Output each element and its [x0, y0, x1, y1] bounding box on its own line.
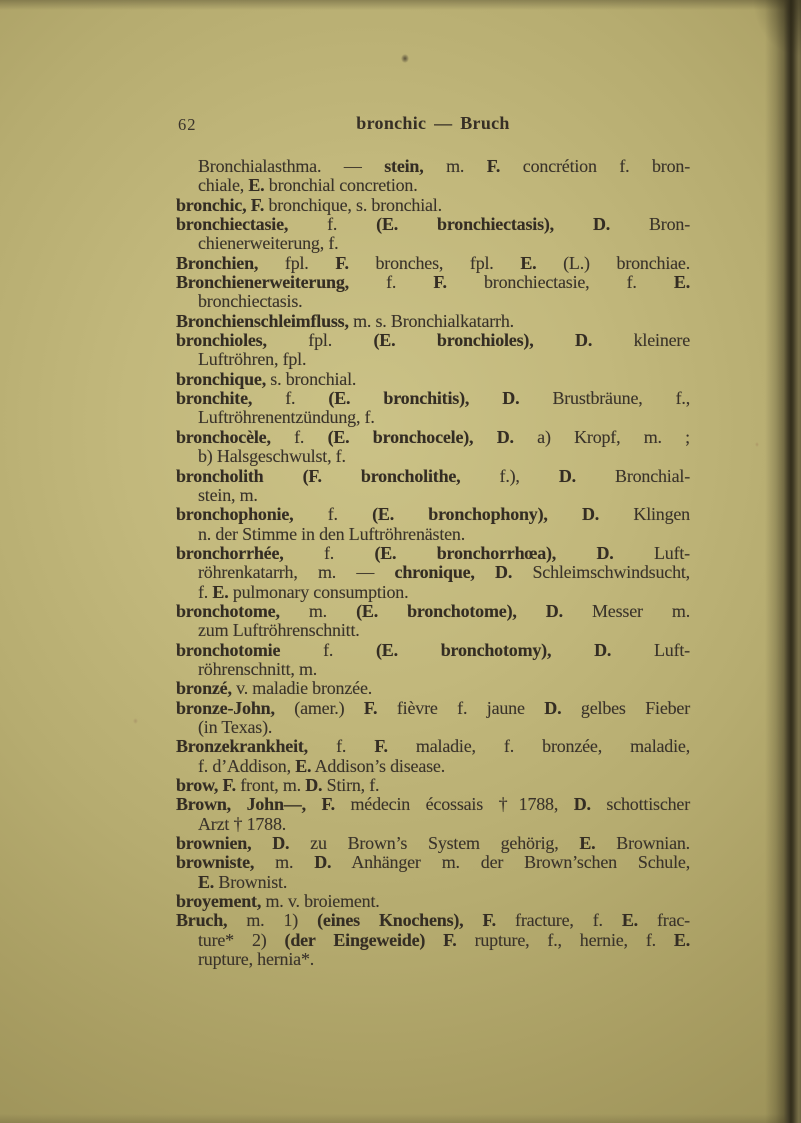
bold-text-segment: bronchophonie,	[176, 504, 294, 525]
plain-text-segment: gelbes Fieber	[561, 697, 691, 718]
plain-text-segment: fracture, f.	[495, 910, 622, 931]
dictionary-entry-line	[176, 776, 690, 795]
bold-text-segment: F.	[222, 775, 236, 795]
bold-text-segment: (E. bronchocele),	[327, 426, 474, 447]
dictionary-entry-line	[176, 215, 690, 234]
dictionary-entry-line	[176, 273, 690, 292]
bold-text-segment: D.	[558, 465, 576, 486]
bold-text-segment: E.	[579, 833, 596, 854]
bold-text-segment: broyement,	[176, 891, 262, 912]
bold-text-segment: bronchotome,	[176, 600, 280, 621]
plain-text-segment: m.	[423, 156, 487, 176]
bold-text-segment: E.	[198, 871, 215, 892]
bold-text-segment: stein,	[384, 156, 424, 176]
plain-text-segment: Schleimschwindsucht,	[512, 562, 690, 583]
plain-text-segment: f.),	[460, 465, 559, 486]
bold-text-segment: D.	[314, 852, 332, 873]
bold-text-segment: D.	[596, 542, 614, 563]
bold-text-segment: brow,	[176, 775, 219, 795]
plain-text-segment: f.	[283, 542, 375, 563]
plain-text-segment: m. v. broiement.	[261, 891, 380, 912]
dictionary-entry-line	[176, 505, 690, 524]
plain-text-segment: zum Luftröhrenschnitt.	[198, 620, 360, 641]
plain-text-segment	[554, 214, 593, 234]
plain-text-segment: ture* 2)	[198, 929, 285, 950]
dictionary-entry-line	[176, 911, 690, 930]
plain-text-segment	[463, 910, 482, 930]
plain-text-segment: front, m.	[235, 775, 306, 795]
bold-text-segment: Bruch,	[176, 910, 228, 931]
bold-text-segment: bronchic,	[176, 194, 247, 215]
bold-text-segment: F.	[433, 272, 447, 293]
plain-text-segment: schottischer	[590, 794, 690, 815]
plain-text-segment: v. maladie bronzée.	[231, 678, 373, 699]
bold-text-segment: E.	[673, 929, 690, 950]
plain-text-segment: Addison’s disease.	[311, 755, 446, 776]
dictionary-line-continuation	[198, 931, 690, 950]
bold-text-segment: F.	[321, 794, 335, 815]
bold-text-segment: (der Eingeweide)	[284, 929, 426, 950]
bold-text-segment: D.	[495, 562, 513, 583]
plain-text-segment: (amer.)	[274, 697, 364, 718]
plain-text-segment: Anhänger m. der Brown’schen Schule,	[331, 852, 690, 873]
bold-text-segment: E.	[212, 581, 229, 602]
bold-text-segment: F.	[363, 697, 378, 718]
dictionary-entry-line	[176, 834, 690, 853]
bold-text-segment: (E. bronchorrhœa),	[374, 542, 557, 563]
bold-text-segment: (E. bronchotome),	[356, 600, 517, 621]
bold-text-segment: E.	[520, 252, 537, 273]
book-edge	[765, 0, 801, 1123]
plain-text-segment	[469, 388, 502, 408]
dictionary-line-continuation	[198, 583, 690, 602]
dictionary-entry-line	[176, 370, 690, 389]
dictionary-line-continuation	[198, 350, 690, 369]
plain-text-segment: bronchiectasis.	[198, 291, 303, 312]
bold-text-segment: E.	[248, 175, 265, 196]
bold-text-segment: broncholith (F. broncholithe,	[176, 465, 461, 486]
plain-text-segment: kleinere	[592, 330, 690, 351]
plain-text-segment	[231, 794, 247, 814]
bold-text-segment: D.	[496, 426, 514, 447]
dictionary-line-continuation	[198, 621, 690, 640]
plain-text-segment: a) Kropf, m. ;	[513, 426, 690, 447]
bold-text-segment: D.	[594, 639, 612, 660]
plain-text-segment	[517, 601, 546, 621]
ink-speck	[133, 718, 138, 724]
plain-text-segment: Brownian.	[595, 833, 690, 854]
plain-text-segment: Brustbräune, f.,	[519, 388, 690, 409]
bold-text-segment: D.	[582, 504, 600, 525]
plain-text-segment	[425, 930, 443, 950]
dictionary-line-continuation	[198, 873, 690, 892]
plain-text-segment: m.	[254, 852, 315, 873]
plain-text-segment: chienerweiterung, f.	[198, 233, 339, 254]
plain-text-segment	[306, 794, 322, 814]
plain-text-segment: (in Texas).	[198, 716, 273, 737]
plain-text-segment: bronchique, s. bronchial.	[264, 194, 442, 215]
plain-text-segment: Luft-	[611, 639, 690, 660]
plain-text-segment: fpl.	[258, 252, 336, 273]
dictionary-entry-line	[176, 544, 690, 563]
dictionary-line-continuation	[198, 660, 690, 679]
plain-text-segment: Bron-	[610, 214, 690, 235]
bold-text-segment: D.	[305, 775, 323, 795]
dictionary-entry-line	[176, 679, 690, 698]
plain-text-segment: Stirn, f.	[322, 775, 380, 795]
bold-text-segment: bronzé,	[176, 678, 232, 699]
plain-text-segment: f.	[348, 272, 434, 293]
bold-text-segment: brownien,	[176, 833, 252, 854]
bold-text-segment: F.	[486, 156, 501, 176]
plain-text-segment: Messer m.	[562, 600, 690, 621]
bold-text-segment: John—,	[246, 794, 306, 815]
plain-text-segment: f.	[252, 388, 329, 409]
bold-text-segment: bronchiectasie,	[176, 214, 289, 235]
running-header: bronchic — Bruch	[356, 113, 510, 133]
dictionary-line-continuation	[198, 815, 690, 834]
plain-text-segment: pulmonary consumption.	[228, 581, 409, 602]
plain-text-segment: chiale,	[198, 175, 249, 196]
plain-text-segment	[473, 427, 496, 447]
plain-text-segment: frac-	[637, 910, 690, 931]
dictionary-entry-line	[176, 853, 690, 872]
plain-text-segment: Bronchial-	[575, 465, 690, 486]
dictionary-line-continuation	[198, 157, 690, 176]
ink-speck	[401, 54, 409, 63]
bold-text-segment: D.	[592, 214, 611, 235]
plain-text-segment	[534, 330, 576, 350]
plain-text-segment	[551, 640, 594, 660]
bold-text-segment: D.	[545, 600, 563, 621]
bold-text-segment: bronchocèle,	[176, 426, 271, 447]
plain-text-segment	[556, 543, 596, 563]
plain-text-segment: n. der Stimme in den Luftröhrenästen.	[198, 523, 466, 544]
bold-text-segment: D.	[272, 833, 290, 854]
dictionary-entry-line	[176, 254, 690, 273]
bold-text-segment: E.	[621, 910, 638, 931]
bold-text-segment: (E. bronchitis),	[328, 388, 470, 409]
plain-text-segment	[251, 833, 272, 853]
plain-text-segment: fpl.	[266, 330, 374, 351]
bold-text-segment: D.	[575, 330, 593, 351]
plain-text-segment: röhrenschnitt, m.	[198, 658, 318, 679]
bold-text-segment: (E. bronchotomy),	[375, 639, 552, 660]
plain-text-segment: stein, m.	[198, 484, 258, 505]
dictionary-line-continuation	[198, 486, 690, 505]
plain-text-segment: Arzt † 1788.	[198, 813, 287, 834]
page-bottom-shadow	[0, 1114, 801, 1123]
bold-text-segment: Bronchien,	[176, 252, 259, 273]
plain-text-segment	[548, 504, 582, 524]
bold-text-segment: F.	[374, 736, 388, 757]
plain-text-segment: f.	[307, 736, 375, 757]
dictionary-entry-line	[176, 892, 690, 911]
dictionary-entry-line	[176, 389, 690, 408]
plain-text-segment: Brownist.	[214, 871, 288, 892]
plain-text-segment: Luftröhrenentzündung, f.	[198, 407, 375, 428]
plain-text-segment: rupture, hernia*.	[198, 949, 315, 970]
bold-text-segment: Bronchienschleimfluss,	[176, 310, 349, 331]
dictionary-line-continuation	[198, 234, 690, 253]
dictionary-line-continuation	[198, 950, 690, 969]
page-number: 62	[178, 115, 197, 134]
plain-text-segment: bronches, fpl.	[348, 252, 521, 273]
plain-text-segment: m.	[279, 600, 357, 621]
plain-text-segment: m. 1)	[227, 910, 318, 931]
bold-text-segment: bronchioles,	[176, 330, 267, 351]
dictionary-entry-line	[176, 312, 690, 331]
bold-text-segment: bronchotomie	[176, 639, 281, 660]
bold-text-segment: F.	[443, 929, 457, 950]
plain-text-segment	[475, 562, 495, 582]
bold-text-segment: chronique,	[394, 562, 475, 583]
bold-text-segment: D.	[502, 388, 520, 409]
dictionary-entry-line	[176, 331, 690, 350]
dictionary-line-continuation	[198, 447, 690, 466]
dictionary-entry-line	[176, 196, 690, 215]
dictionary-line-continuation	[198, 563, 690, 582]
plain-text-segment: maladie, f. bronzée, maladie,	[387, 736, 690, 757]
plain-text-segment: f. d’Addison,	[198, 755, 296, 776]
page-top-shadow	[0, 0, 801, 10]
plain-text-segment: Bronchialasthma. —	[198, 156, 385, 176]
dictionary-line-continuation	[198, 408, 690, 427]
plain-text-segment: f.	[280, 639, 376, 660]
text-block	[176, 157, 690, 969]
bold-text-segment: bronze-John,	[176, 697, 275, 718]
plain-text-segment: Luft-	[613, 542, 690, 563]
dictionary-entry-line	[176, 602, 690, 621]
bold-text-segment: E.	[295, 755, 312, 776]
dictionary-entry-line	[176, 641, 690, 660]
plain-text-segment: m. s. Bronchialkatarrh.	[348, 310, 514, 331]
bold-text-segment: F.	[250, 194, 265, 215]
plain-text-segment: zu Brown’s System gehörig,	[289, 833, 580, 854]
dictionary-line-continuation	[198, 525, 690, 544]
bold-text-segment: E.	[673, 272, 690, 293]
dictionary-line-continuation	[198, 292, 690, 311]
plain-text-segment: Klingen	[599, 504, 690, 525]
dictionary-entry-line	[176, 467, 690, 486]
bold-text-segment: (eines Knochens),	[317, 910, 464, 931]
plain-text-segment: röhrenkatarrh, m. —	[198, 562, 395, 583]
plain-text-segment: f.	[293, 504, 373, 525]
bold-text-segment: D.	[573, 794, 591, 815]
book-edge-corner-shadow	[741, 0, 801, 70]
plain-text-segment: b) Halsgeschwulst, f.	[198, 446, 346, 467]
plain-text-segment: f.	[270, 426, 328, 447]
plain-text-segment: f.	[198, 581, 213, 602]
dictionary-line-continuation	[198, 757, 690, 776]
plain-text-segment: Luftröhren, fpl.	[198, 349, 307, 370]
dictionary-entry-line	[176, 428, 690, 447]
bold-text-segment: Brown,	[176, 794, 231, 815]
bold-text-segment: (E. bronchiectasis),	[376, 214, 554, 235]
bold-text-segment: Bronchienerweiterung,	[176, 272, 349, 293]
bold-text-segment: bronchorrhée,	[176, 542, 284, 563]
bold-text-segment: (E. bronchophony),	[372, 504, 548, 525]
plain-text-segment: bronchial concretion.	[264, 175, 418, 196]
plain-text-segment: médecin écossais †1788,	[334, 794, 574, 815]
plain-text-segment: rupture, f., hernie, f.	[456, 929, 674, 950]
bold-text-segment: bronchique,	[176, 368, 266, 389]
bold-text-segment: Bronzekrankheit,	[176, 736, 308, 757]
plain-text-segment: (L.) bronchiae.	[536, 252, 691, 273]
dictionary-line-continuation	[198, 718, 690, 737]
plain-text-segment: bronchiectasie, f.	[446, 272, 674, 293]
ink-speck	[755, 442, 759, 447]
dictionary-entry-line	[176, 699, 690, 718]
bold-text-segment: F.	[482, 910, 496, 931]
dictionary-line-continuation	[198, 176, 690, 195]
dictionary-entry-line	[176, 795, 690, 814]
bold-text-segment: browniste,	[176, 852, 255, 873]
plain-text-segment: s. bronchial.	[266, 368, 357, 389]
dictionary-entry-line	[176, 737, 690, 756]
bold-text-segment: bronchite,	[176, 388, 253, 409]
plain-text-segment: concrétion f. bron-	[500, 156, 690, 176]
bold-text-segment: D.	[544, 697, 562, 718]
plain-text-segment: fièvre f. jaune	[377, 697, 545, 718]
bold-text-segment: (E. bronchioles),	[373, 330, 534, 351]
bold-text-segment: F.	[335, 252, 349, 273]
plain-text-segment: f.	[288, 214, 377, 235]
